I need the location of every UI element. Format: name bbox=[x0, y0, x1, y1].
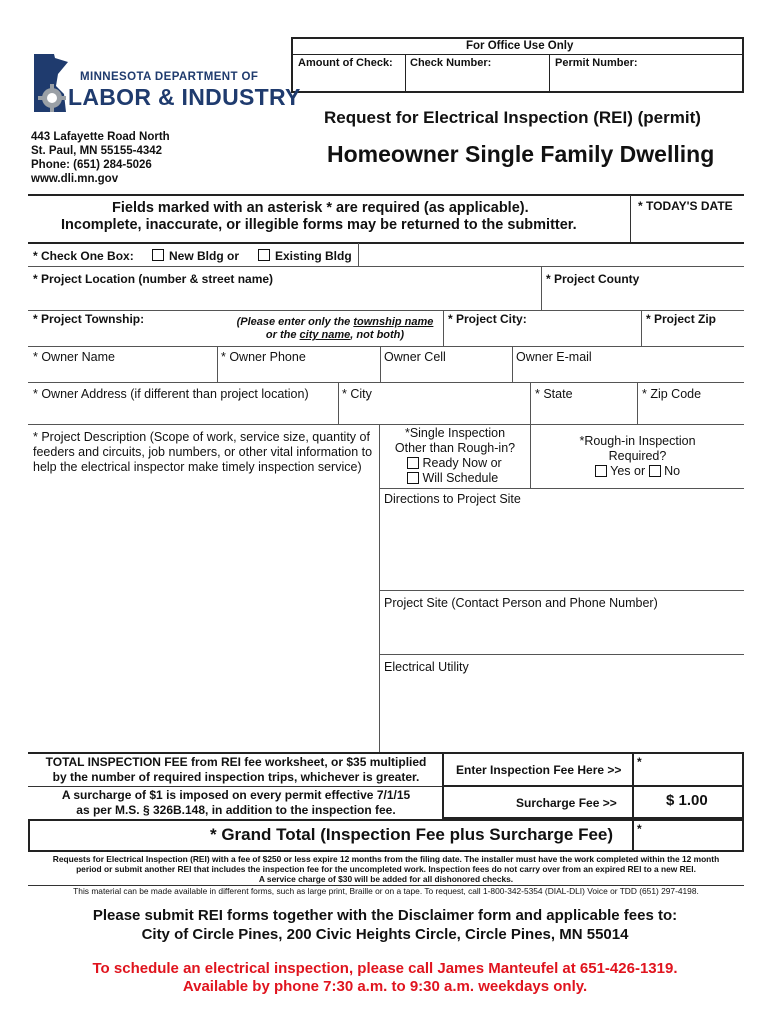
fine-print: Requests for Electrical Inspection (REI) with a fee of $250 or less expire 12 months from the filing date. The installer must have the work completed within the 12 month period or submit another REI that includes the inspection fee for the uncompleted work. Inspection fees do not carry over from an expired REI to a new REI. A service charge of $30 will be added for all dishonored checks. bbox=[52, 854, 720, 884]
single-inspection-group bbox=[380, 426, 530, 488]
rough-in-label: *Rough-in Inspection bbox=[579, 434, 696, 448]
project-description-field[interactable]: * Project Description (Scope of work, service size, quantity of feeders and circuits, job numbers, or other vital information to help the electrical inspector make timely inspection service) bbox=[33, 430, 373, 474]
new-bldg-checkbox[interactable] bbox=[152, 249, 164, 261]
grand-total-input[interactable]: * bbox=[637, 822, 642, 836]
schedule-line2: Available by phone 7:30 a.m. to 9:30 a.m. weekdays only. bbox=[182, 978, 588, 995]
project-site-contact-field[interactable]: Project Site (Contact Person and Phone Number) bbox=[384, 596, 658, 610]
enter-fee-label: Enter Inspection Fee Here >> bbox=[456, 763, 622, 777]
owner-name-field[interactable]: * Owner Name bbox=[33, 350, 115, 364]
surcharge-fee-label: Surcharge Fee >> bbox=[516, 796, 617, 810]
permit-number-field[interactable]: Permit Number: bbox=[555, 57, 638, 69]
required-label: Required? bbox=[608, 449, 667, 463]
other-than-rough-label: Other than Rough-in? bbox=[394, 441, 516, 455]
check-one-label: * Check One Box: bbox=[33, 249, 134, 263]
amount-of-check-field[interactable]: Amount of Check: bbox=[298, 57, 393, 69]
owner-phone-field[interactable]: * Owner Phone bbox=[221, 350, 306, 364]
inspection-fee-input[interactable]: * bbox=[637, 755, 642, 769]
existing-bldg-checkbox[interactable] bbox=[258, 249, 270, 261]
owner-email-field[interactable]: Owner E-mail bbox=[516, 350, 592, 364]
will-schedule-checkbox[interactable] bbox=[407, 472, 419, 484]
no-label: No bbox=[664, 464, 681, 478]
page-title: Homeowner Single Family Dwelling bbox=[327, 141, 715, 167]
submit-line1: Please submit REI forms together with the Disclaimer form and applicable fees to: bbox=[92, 907, 678, 924]
total-fee-text: TOTAL INSPECTION FEE from REI fee worksheet, or $35 multiplied by the number of required inspection trips, whichever is greater. bbox=[45, 755, 427, 784]
address-web: www.dli.mn.gov bbox=[31, 173, 119, 185]
dli-logo bbox=[28, 52, 301, 120]
electrical-utility-field[interactable]: Electrical Utility bbox=[384, 660, 469, 674]
project-zip-field[interactable]: * Project Zip bbox=[646, 312, 717, 326]
city-field[interactable]: * City bbox=[342, 387, 372, 401]
notice-line2: Incomplete, inaccurate, or illegible forms may be returned to the submitter. bbox=[61, 217, 577, 233]
rough-in-group bbox=[531, 434, 744, 479]
existing-bldg-label: Existing Bldg bbox=[275, 249, 352, 263]
surcharge-amount: $ 1.00 bbox=[666, 792, 708, 809]
will-schedule-label: Will Schedule bbox=[422, 471, 499, 485]
request-title: Request for Electrical Inspection (REI) (permit) bbox=[324, 108, 701, 127]
project-location-field[interactable]: * Project Location (number & street name) bbox=[33, 272, 274, 286]
yes-label: Yes or bbox=[610, 464, 646, 478]
owner-address-field[interactable]: * Owner Address (if different than project location) bbox=[33, 387, 309, 401]
logo-line2: LABOR & INDUSTRY bbox=[68, 84, 301, 110]
office-use-header: For Office Use Only bbox=[466, 40, 574, 52]
directions-field[interactable]: Directions to Project Site bbox=[384, 492, 521, 506]
zip-code-field[interactable]: * Zip Code bbox=[642, 387, 702, 401]
project-county-field[interactable]: * Project County bbox=[546, 272, 640, 286]
logo-line1: MINNESOTA DEPARTMENT OF bbox=[80, 71, 259, 83]
state-field[interactable]: * State bbox=[535, 387, 573, 401]
rough-in-yes-checkbox[interactable] bbox=[595, 465, 607, 477]
project-city-field[interactable]: * Project City: bbox=[448, 312, 527, 326]
alt-format-note: This material can be made available in different forms, such as large print, Braille or on a tape. To request, call 1-800-342-5354 (DIAL-DLI) Voice or TDD (651) 297-4198. bbox=[73, 886, 699, 896]
todays-date-field[interactable]: * TODAY'S DATE bbox=[638, 199, 733, 213]
address-phone: Phone: (651) 284-5026 bbox=[31, 159, 152, 171]
schedule-line1: To schedule an electrical inspection, please call James Manteufel at 651-426-1319. bbox=[92, 960, 678, 977]
new-bldg-label: New Bldg or bbox=[169, 249, 240, 263]
ready-now-checkbox[interactable] bbox=[407, 457, 419, 469]
submit-line2: City of Circle Pines, 200 Civic Heights Circle, Circle Pines, MN 55014 bbox=[141, 926, 629, 943]
rough-in-no-checkbox[interactable] bbox=[649, 465, 661, 477]
single-inspection-label: *Single Inspection bbox=[404, 426, 506, 440]
township-note: (Please enter only the township name or the city name, not both) bbox=[236, 316, 434, 341]
check-number-field[interactable]: Check Number: bbox=[410, 57, 492, 69]
project-township-field[interactable]: * Project Township: bbox=[33, 312, 145, 326]
grand-total-label: * Grand Total (Inspection Fee plus Surcharge Fee) bbox=[210, 825, 614, 844]
address-city: St. Paul, MN 55155-4342 bbox=[31, 145, 163, 157]
ready-now-label: Ready Now or bbox=[422, 456, 502, 470]
notice-line1: Fields marked with an asterisk * are required (as applicable). bbox=[112, 200, 529, 216]
surcharge-text: A surcharge of $1 is imposed on every permit effective 7/1/15 as per M.S. § 326B.148, in addition to the inspection fee. bbox=[61, 788, 411, 817]
owner-cell-field[interactable]: Owner Cell bbox=[384, 350, 446, 364]
address-street: 443 Lafayette Road North bbox=[31, 131, 170, 143]
